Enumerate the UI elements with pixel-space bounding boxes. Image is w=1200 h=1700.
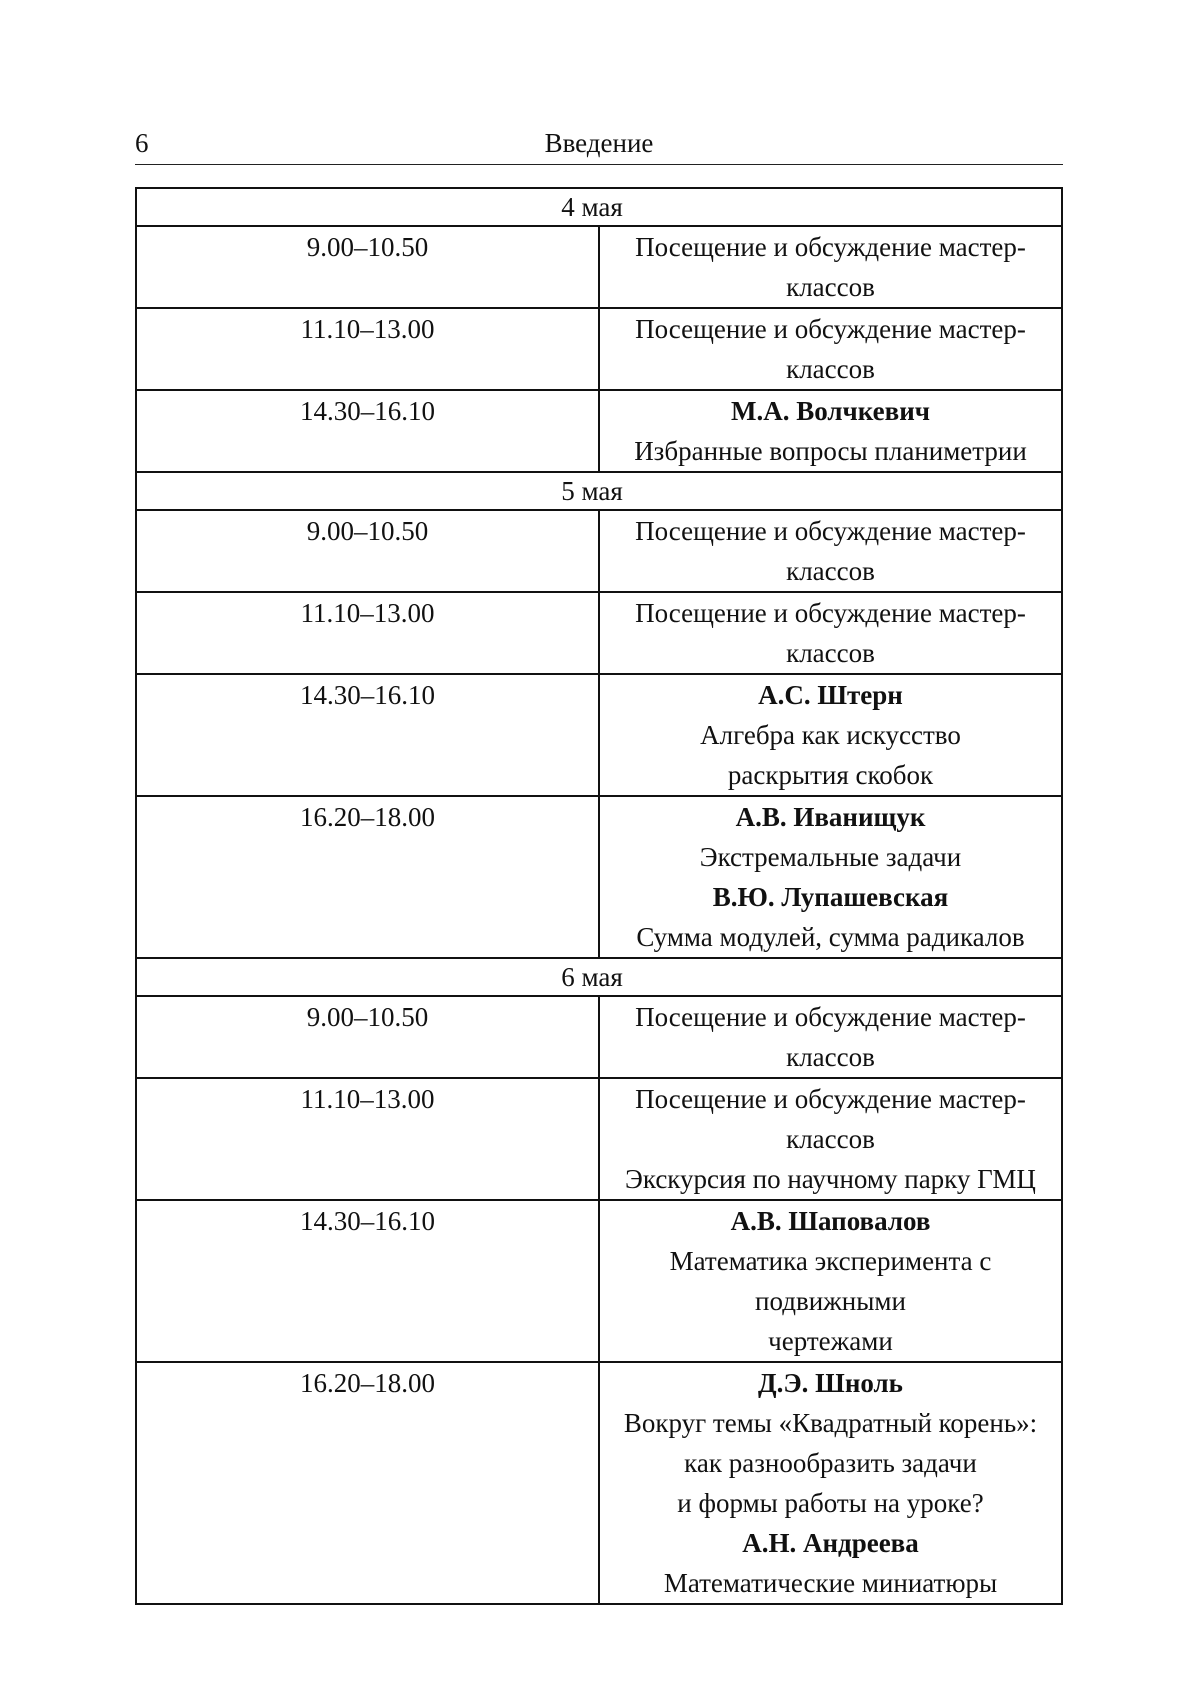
day-label: 6 мая xyxy=(561,962,623,992)
activity-text: Сумма модулей, сумма радикалов xyxy=(636,922,1025,952)
activity-text: и формы работы на уроке? xyxy=(677,1488,984,1518)
schedule-body xyxy=(136,188,1062,1604)
schedule-row xyxy=(136,1362,1062,1604)
activity-cell xyxy=(599,1078,1062,1200)
speaker-name: А.В. Шаповалов xyxy=(730,1206,931,1236)
time-cell: 11.10–13.00 xyxy=(136,592,599,674)
page-number: 6 xyxy=(135,128,149,158)
time-cell: 9.00–10.50 xyxy=(136,996,599,1078)
schedule-row xyxy=(136,1200,1062,1362)
day-header xyxy=(136,472,1062,510)
speaker-name: Д.Э. Шноль xyxy=(758,1368,903,1398)
schedule-row xyxy=(136,1078,1062,1200)
time-cell: 11.10–13.00 xyxy=(136,1078,599,1200)
activity-cell xyxy=(599,796,1062,958)
activity-cell xyxy=(599,308,1062,390)
schedule-row xyxy=(136,592,1062,674)
time-cell: 14.30–16.10 xyxy=(136,674,599,796)
activity-text: Экскурсия по научному парку ГМЦ xyxy=(625,1164,1036,1194)
activity-text: Посещение и обсуждение мастер-классов xyxy=(635,598,1026,668)
time-cell: 16.20–18.00 xyxy=(136,796,599,958)
speaker-name: А.В. Иванищук xyxy=(735,802,926,832)
activity-text: Посещение и обсуждение мастер-классов xyxy=(635,232,1026,302)
speaker-name: А.Н. Андреева xyxy=(742,1528,919,1558)
activity-text: чертежами xyxy=(768,1326,893,1356)
day-header-row xyxy=(136,958,1062,996)
activity-text: Экстремальные задачи xyxy=(699,842,962,872)
activity-cell xyxy=(599,1362,1062,1604)
activity-text: как разнообразить задачи xyxy=(684,1448,977,1478)
day-header xyxy=(136,958,1062,996)
activity-text: Посещение и обсуждение мастер-классов xyxy=(635,314,1026,384)
day-label: 4 мая xyxy=(561,192,623,222)
activity-text: Алгебра как искусство xyxy=(700,720,961,750)
activity-text: раскрытия скобок xyxy=(727,760,934,790)
activity-text: Математические миниатюры xyxy=(663,1568,998,1598)
activity-text: Посещение и обсуждение мастер-классов xyxy=(635,1084,1026,1154)
activity-cell xyxy=(599,390,1062,472)
activity-cell xyxy=(599,226,1062,308)
schedule-row xyxy=(136,226,1062,308)
day-label: 5 мая xyxy=(561,476,623,506)
activity-text: Математика эксперимента с подвижными xyxy=(669,1246,992,1316)
activity-cell xyxy=(599,996,1062,1078)
activity-cell xyxy=(599,674,1062,796)
speaker-name: А.С. Штерн xyxy=(758,680,903,710)
day-header xyxy=(136,188,1062,226)
schedule-row xyxy=(136,390,1062,472)
time-cell: 9.00–10.50 xyxy=(136,510,599,592)
schedule-row xyxy=(136,996,1062,1078)
time-cell: 14.30–16.10 xyxy=(136,390,599,472)
speaker-name: М.А. Волчкевич xyxy=(731,396,930,426)
schedule-row xyxy=(136,510,1062,592)
activity-cell xyxy=(599,510,1062,592)
time-cell: 16.20–18.00 xyxy=(136,1362,599,1604)
day-header-row xyxy=(136,472,1062,510)
time-cell: 9.00–10.50 xyxy=(136,226,599,308)
speaker-name: В.Ю. Лупашевская xyxy=(712,882,949,912)
activity-cell xyxy=(599,1200,1062,1362)
activity-text: Посещение и обсуждение мастер-классов xyxy=(635,516,1026,586)
schedule-row xyxy=(136,674,1062,796)
activity-cell xyxy=(599,592,1062,674)
time-cell: 11.10–13.00 xyxy=(136,308,599,390)
page-header xyxy=(135,128,1063,165)
activity-text: Посещение и обсуждение мастер-классов xyxy=(635,1002,1026,1072)
schedule-table xyxy=(135,187,1063,1605)
day-header-row xyxy=(136,188,1062,226)
running-title: Введение xyxy=(544,128,654,158)
schedule-row xyxy=(136,796,1062,958)
activity-text: Избранные вопросы планиметрии xyxy=(634,436,1027,466)
time-cell: 14.30–16.10 xyxy=(136,1200,599,1362)
activity-text: Вокруг темы «Квадратный корень»: xyxy=(623,1408,1038,1438)
schedule-row xyxy=(136,308,1062,390)
